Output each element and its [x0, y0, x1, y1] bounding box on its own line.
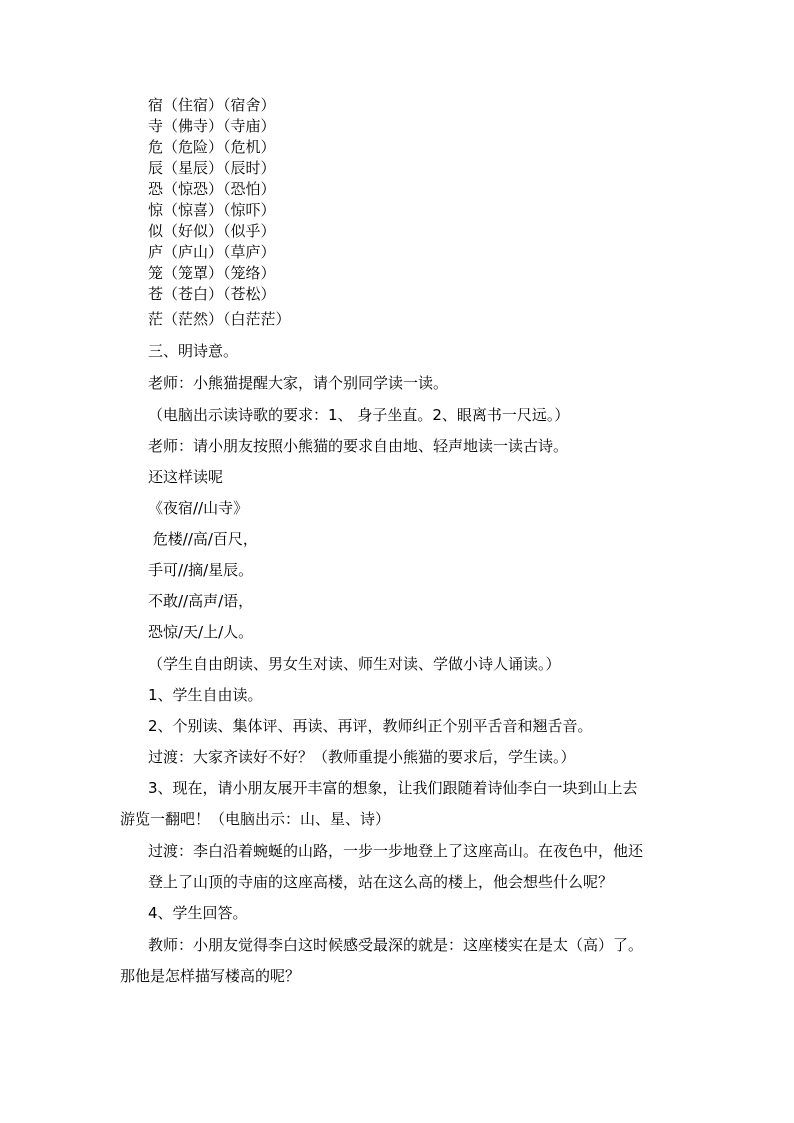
activity-step: 2、个别读、集体评、再读、再评，教师纠正个别平舌音和翘舌音。	[148, 717, 593, 735]
poem-line: 手可//摘/星辰。	[148, 561, 254, 579]
word-list-item: 笼（笼罩）（笼络）	[148, 264, 276, 282]
teacher-instruction: 教师：小朋友觉得李白这时候感受最深的就是：这座楼实在是太（高）了。	[148, 936, 644, 954]
activity-step: 4、学生回答。	[148, 904, 248, 922]
poem-line: 危楼//高/百尺，	[148, 530, 258, 548]
transition-text: 过渡：李白沿着蜿蜒的山路，一步一步地登上了这座高山。在夜色中，他还	[148, 842, 644, 860]
poem-title: 《夜宿//山寺》	[148, 499, 249, 517]
transition-text: 过渡：大家齐读好不好？（教师重提小熊猫的要求后，学生读。）	[148, 748, 576, 766]
activity-step-continued: 游览一翻吧！（电脑出示：山、星、诗）	[120, 810, 391, 828]
word-list-item: 危（危险）（危机）	[148, 138, 276, 156]
teacher-instruction: 老师：请小朋友按照小熊猫的要求自由地、轻声地读一读古诗。	[148, 437, 569, 455]
word-list-item: 辰（星辰）（辰时）	[148, 159, 276, 177]
activity-step: 1、学生自由读。	[148, 686, 263, 704]
word-list-item: 恐（惊恐）（恐怕）	[148, 180, 276, 198]
word-list-item: 茫（茫然）（白茫茫）	[148, 310, 291, 328]
word-list-item: 庐（庐山）（草庐）	[148, 243, 276, 261]
poem-line: 不敢//高声/语，	[148, 592, 254, 610]
reading-forms-note: （学生自由朗读、男女生对读、师生对读、学做小诗人诵读。）	[148, 655, 561, 673]
teacher-instruction-continued: 那他是怎样描写楼高的呢？	[120, 967, 301, 985]
reading-prompt: 还这样读呢	[148, 468, 224, 486]
word-list-item: 似（好似）（似乎）	[148, 222, 276, 240]
section-heading: 三、明诗意。	[148, 342, 239, 360]
computer-requirement-note: （电脑出示读诗歌的要求：1、 身子坐直。2、眼离书一尺远。）	[148, 406, 570, 424]
teacher-instruction: 老师：小熊猫提醒大家，请个别同学读一读。	[148, 374, 449, 392]
word-list-item: 宿（住宿）（宿舍）	[148, 96, 276, 114]
word-list-item: 惊（惊喜）（惊吓）	[148, 201, 276, 219]
transition-text-continued: 登上了山顶的寺庙的这座高楼，站在这么高的楼上，他会想些什么呢？	[148, 873, 614, 891]
word-list-item: 寺（佛寺）（寺庙）	[148, 117, 276, 135]
poem-line: 恐惊/天/上/人。	[148, 623, 254, 641]
word-list-item: 苍（苍白）（苍松）	[148, 285, 276, 303]
activity-step: 3、现在，请小朋友展开丰富的想象，让我们跟随着诗仙李白一块到山上去	[148, 779, 638, 797]
